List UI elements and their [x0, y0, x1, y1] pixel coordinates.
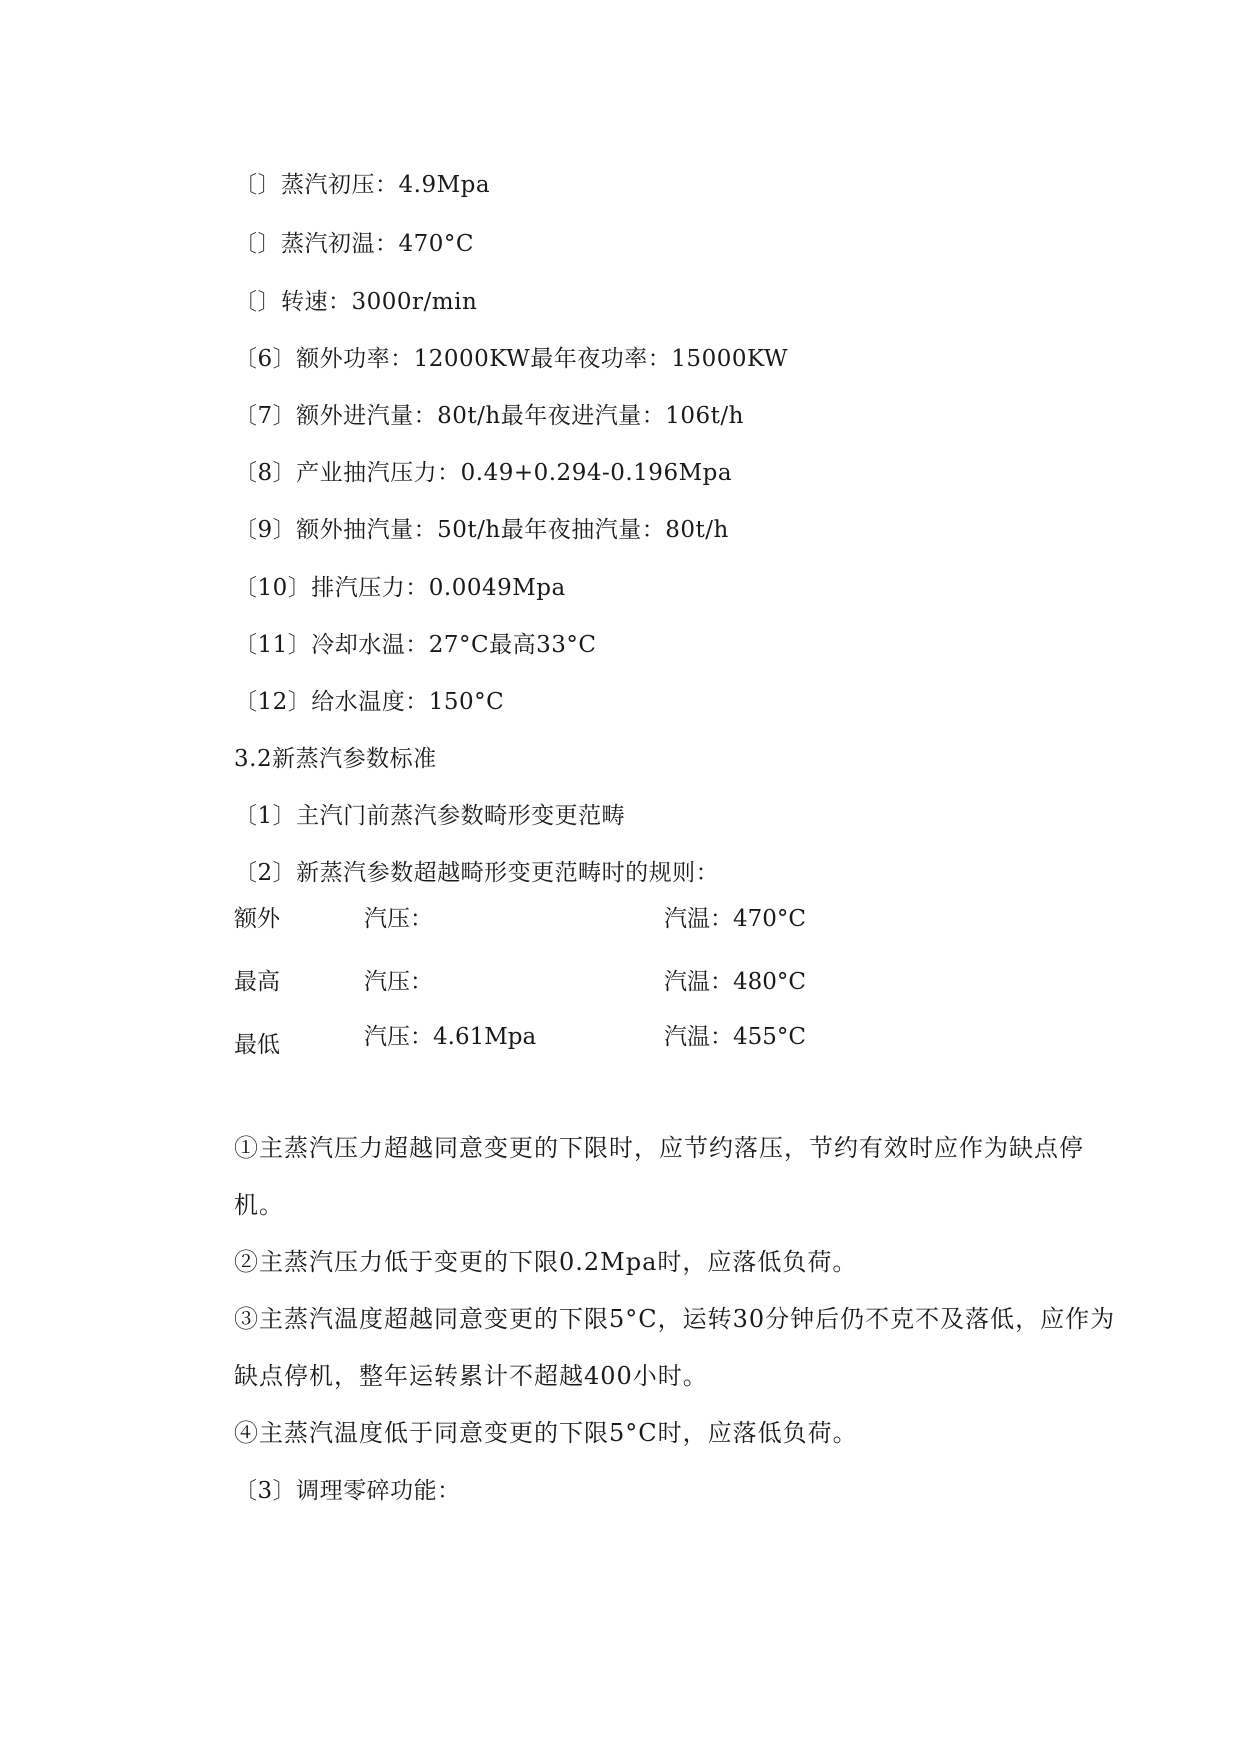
- row-label: 最高: [234, 969, 280, 995]
- table-row: [234, 1024, 834, 1058]
- row-temperature: 汽温：480°C: [664, 969, 806, 995]
- row-label: 最低: [234, 1032, 280, 1058]
- row-label: 额外: [234, 906, 280, 932]
- item-3: 〔3〕调理零碎功能：: [234, 1478, 461, 1504]
- param-cooling-water-temp: 〔11〕冷却水温：27°C最高33°C: [234, 632, 597, 658]
- rule-1-line-1: ①主蒸汽压力超越同意变更的下限时，应节约落压，节约有效时应作为缺点停: [234, 1134, 1084, 1162]
- item-1: 〔1〕主汽门前蒸汽参数畸形变更范畴: [234, 803, 626, 829]
- param-feedwater-temp: 〔12〕给水温度：150°C: [234, 689, 505, 715]
- param-rated-steam-intake: 〔7〕额外进汽量：80t/h最年夜进汽量：106t/h: [234, 403, 744, 429]
- item-2: 〔2〕新蒸汽参数超越畸形变更范畴时的规则：: [234, 860, 720, 886]
- param-extraction-pressure: 〔8〕产业抽汽压力：0.49+0.294-0.196Mpa: [234, 460, 733, 486]
- section-heading: 3.2新蒸汽参数标准: [234, 746, 437, 772]
- param-initial-pressure: 〔〕蒸汽初压：4.9Mpa: [234, 172, 491, 198]
- param-exhaust-pressure: 〔10〕排汽压力：0.0049Mpa: [234, 575, 566, 601]
- rule-3-line-1: ③主蒸汽温度超越同意变更的下限5°C，运转30分钟后仍不克不及落低，应作为: [234, 1305, 1116, 1333]
- row-temperature: 汽温：470°C: [664, 906, 806, 932]
- table-row: [234, 965, 834, 999]
- param-rated-extraction: 〔9〕额外抽汽量：50t/h最年夜抽汽量：80t/h: [234, 517, 729, 543]
- rule-2: ②主蒸汽压力低于变更的下限0.2Mpa时，应落低负荷。: [234, 1248, 858, 1276]
- row-pressure: 汽压：: [364, 969, 433, 995]
- rule-3-line-2: 缺点停机，整年运转累计不超越400小时。: [234, 1362, 708, 1390]
- param-initial-temperature: 〔〕蒸汽初温：470°C: [234, 231, 474, 257]
- rule-4: ④主蒸汽温度低于同意变更的下限5°C时，应落低负荷。: [234, 1419, 858, 1447]
- param-rated-power: 〔6〕额外功率：12000KW最年夜功率：15000KW: [234, 346, 788, 372]
- row-temperature: 汽温：455°C: [664, 1024, 806, 1050]
- row-pressure: 汽压：: [364, 906, 433, 932]
- table-row: [234, 902, 834, 936]
- rule-1-line-2: 机。: [234, 1191, 284, 1219]
- param-speed: 〔〕转速：3000r/min: [234, 289, 478, 315]
- row-pressure: 汽压：4.61Mpa: [364, 1024, 537, 1050]
